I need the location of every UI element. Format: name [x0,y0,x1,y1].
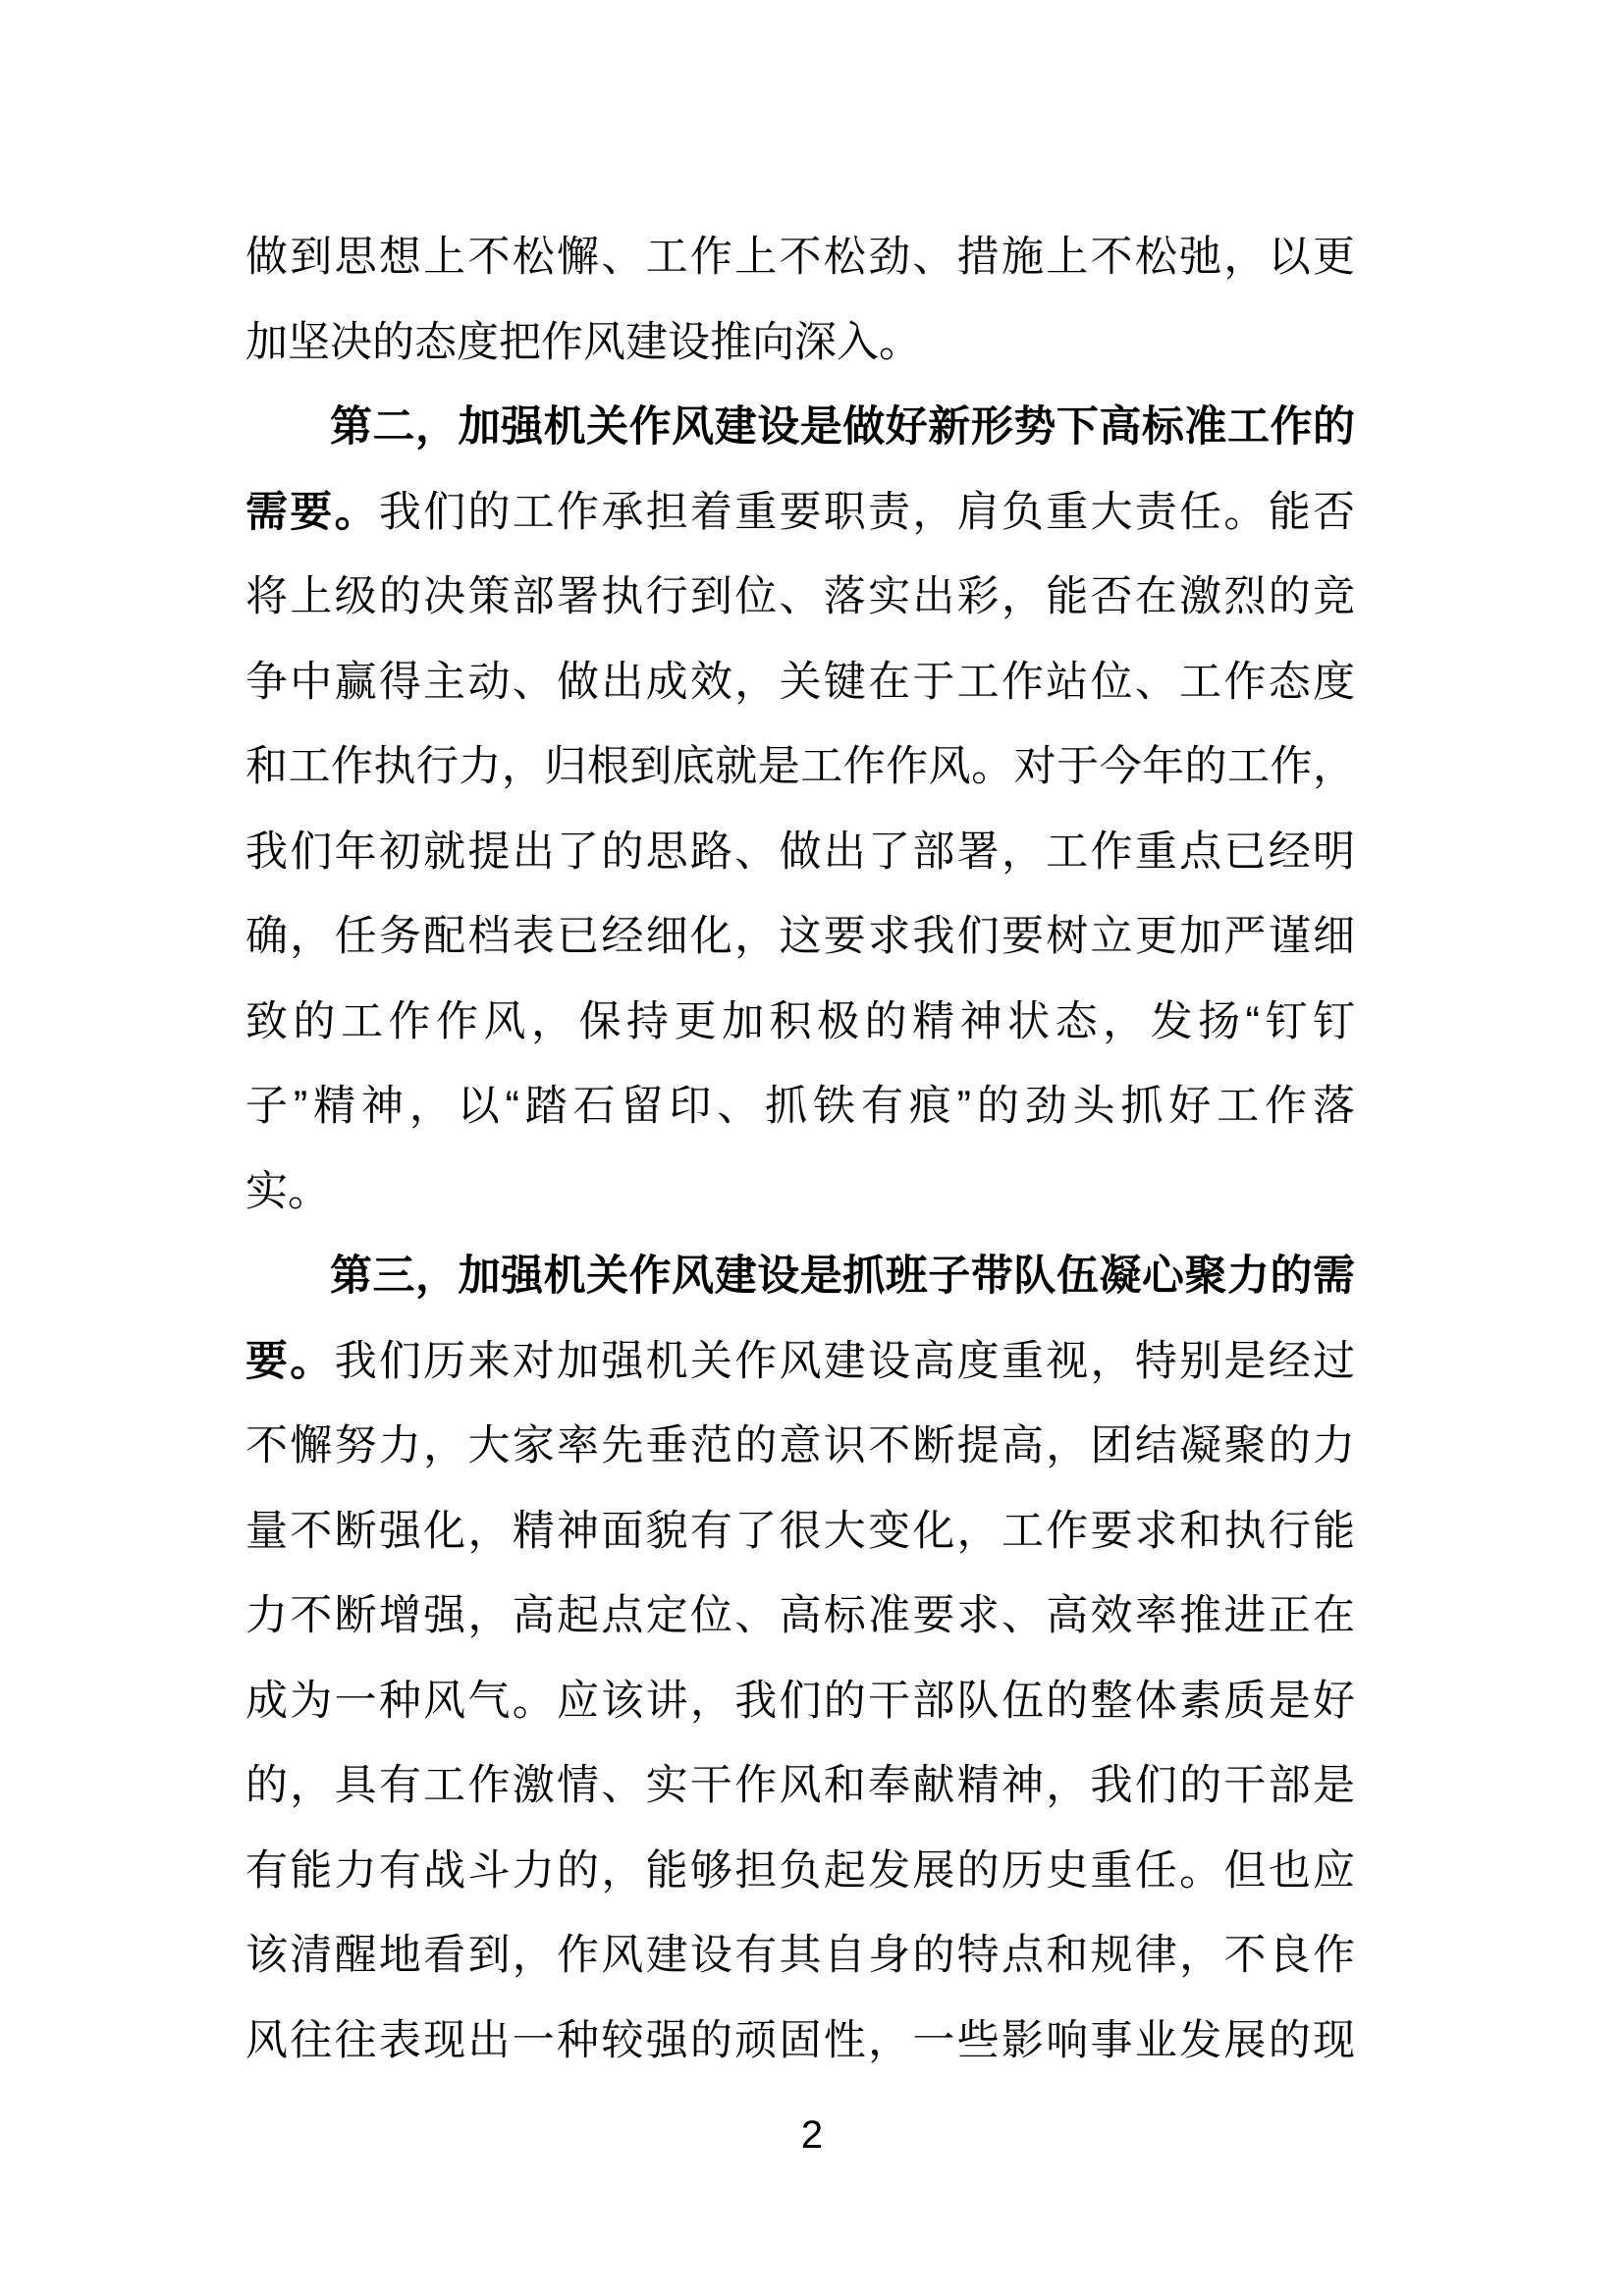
text-line [245,1829,1355,1914]
page-number: 2 [800,2113,824,2157]
text-segment: 我们年初就提出了的思路、做出了部署，工作重点已经明 [245,828,1355,876]
text-segment: 致的工作作风，保持更加积极的精神状态，发扬“钉钉 [245,997,1355,1045]
text-segment: 力不断增强，高起点定位、高标准要求、高效率推进正在 [245,1592,1355,1639]
text-segment: 的，具有工作激情、实干作风和奉献精神，我们的干部是 [245,1762,1355,1809]
text-line [245,980,1355,1065]
text-line [245,555,1355,640]
text-line [245,1999,1355,2084]
page-footer [0,2109,1624,2162]
text-segment: 加坚决的态度把作风建设推向深入。 [245,318,921,366]
text-line [245,724,1355,810]
bold-text-segment: 需要。 [245,488,379,536]
text-line [245,1489,1355,1575]
text-segment: 确，任务配档表已经细化，这要求我们要树立更加严谨细 [245,913,1355,960]
text-segment: 做到思想上不松懈、工作上不松劲、措施上不松弛，以更 [245,234,1355,281]
text-line [245,1743,1355,1829]
bold-text-segment: 第三，加强机关作风建设是抓班子带队伍凝心聚力的需 [330,1253,1355,1300]
text-segment: 不懈努力，大家率先垂范的意识不断提高，团结凝聚的力 [245,1422,1355,1469]
text-line [245,1404,1355,1489]
text-segment: 成为一种风气。应该讲，我们的干部队伍的整体素质是好 [245,1677,1355,1725]
text-line [245,1319,1355,1405]
text-line [245,385,1355,470]
text-segment: 风往往表现出一种较强的顽固性，一些影响事业发展的现 [245,2016,1355,2064]
text-line [245,810,1355,895]
text-line [245,1149,1355,1235]
text-segment: 我们的工作承担着重要职责，肩负重大责任。能否 [378,488,1355,536]
text-line [245,1234,1355,1319]
text-line [245,640,1355,725]
text-segment: 将上级的决策部署执行到位、落实出彩，能否在激烈的竞 [245,573,1355,620]
text-line [245,1659,1355,1744]
text-line [245,300,1355,386]
text-segment: 有能力有战斗力的，能够担负起发展的历史重任。但也应 [245,1846,1355,1895]
text-segment: 子”精神，以“踏石留印、抓铁有痕”的劲头抓好工作落 [245,1083,1355,1130]
bold-text-segment: 第二，加强机关作风建设是做好新形势下高标准工作的 [330,403,1355,451]
text-segment: 实。 [245,1167,330,1215]
text-line [245,894,1355,980]
text-segment: 争中赢得主动、做出成效，关键在于工作站位、工作态度 [245,658,1355,706]
text-segment: 该清醒地看到，作风建设有其自身的特点和规律，不良作 [245,1932,1355,1979]
text-block [245,215,1355,2083]
text-line [245,470,1355,556]
text-segment: 我们历来对加强机关作风建设高度重视，特别是经过 [334,1337,1356,1385]
text-segment: 和工作执行力，归根到底就是工作作风。对于今年的工作， [245,743,1355,790]
text-line [245,1574,1355,1659]
text-segment: 量不断强化，精神面貌有了很大变化，工作要求和执行能 [245,1507,1355,1555]
bold-text-segment: 要。 [245,1337,335,1385]
text-line [245,1064,1355,1149]
text-line [245,215,1355,300]
text-line [245,1913,1355,1999]
